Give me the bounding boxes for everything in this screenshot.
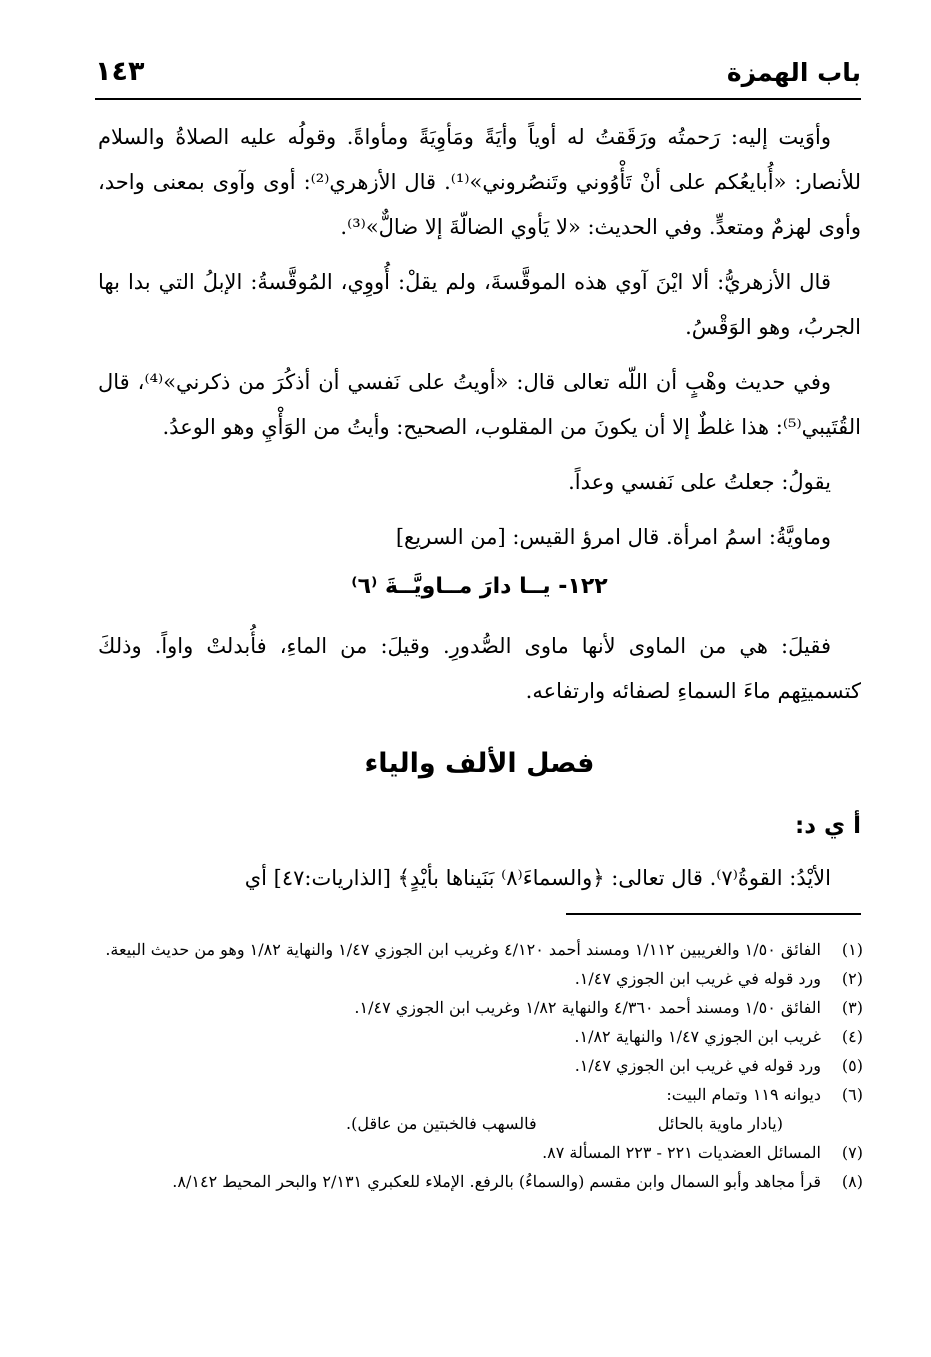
footnote-number: (٥): [841, 1056, 863, 1075]
paragraph: وماويَّةُ: اسمُ امرأة. قال امرؤ القيس: [من السريع]: [395, 525, 831, 549]
footnote-verse: [96, 1109, 863, 1138]
verse-first-hemistich: (يادار ماوية بالحائل: [657, 1114, 783, 1133]
footnote-text: المسائل العضديات ٢٢١ - ٢٢٣ المسألة ٨٧.: [542, 1143, 821, 1162]
paragraph: وفي حديث وهْبٍ أن اللّه تعالى قال: «أويتُ على نَفسي أن أذكُرَ من ذكرني»⁽⁴⁾، قال القُتَيبي⁽⁵⁾: هذا غلطٌ إلا أن يكونَ من المقلوب، الصحيح: وأيتُ من الوَأْيِ وهو الوعدُ.: [98, 370, 861, 439]
page-header: [95, 52, 861, 100]
footnote: [96, 993, 863, 1022]
footnote-number: (٧): [841, 1143, 863, 1162]
footnote-number: (٨): [841, 1172, 863, 1191]
footnote-text: قرأ مجاهد وأبو السمال وابن مقسم (والسماءُ) بالرفع. الإملاء للعكبري ٢/١٣١ والبحر المحيط ٨/١٤٢.: [172, 1172, 821, 1191]
chapter-title: باب الهمزة: [726, 58, 861, 87]
footnote: [96, 1080, 863, 1109]
footnote-text: ورد قوله في غريب ابن الجوزي ١/٤٧.: [574, 1056, 821, 1075]
paragraph: فقيلَ: هي من الماوى لأنها ماوى الصُّدورِ. وقيلَ: من الماءِ، فأُبدلتْ واواً. وذلكَ كتسميتِهم ماءَ السماءِ لصفائه وارتفاعه.: [98, 634, 861, 703]
footnote-text: ديوانه ١١٩ وتمام البيت:: [666, 1085, 821, 1104]
paragraph: يقولُ: جعلتُ على نَفسي وعداً.: [568, 470, 831, 494]
section-title: فصل الألف والياء: [364, 748, 595, 779]
footnote-number: (٣): [841, 998, 863, 1017]
footnote: [96, 1167, 863, 1196]
footnote: [96, 964, 863, 993]
footnote-separator: [566, 913, 861, 915]
footnote-number: (٤): [841, 1027, 863, 1046]
footnote-text: ورد قوله في غريب ابن الجوزي ١/٤٧.: [574, 969, 821, 988]
main-text: [98, 115, 861, 911]
poetry-verse: ١٢٢- يــا دارَ مــاويَّــةَ ⁽٦⁾: [351, 574, 608, 599]
footnote-number: (٢): [841, 969, 863, 988]
verse-second-hemistich: فالسهب فالخبتين من عاقل).: [346, 1114, 537, 1133]
paragraph: قال الأزهريُّ: ألا ايْنَ آوي هذه الموقَّسةَ، ولم يقلْ: أُووِي، المُوقَّسةُ: الإبلُ التي بدا بها الجربُ، وهو الوَقْسُ.: [98, 270, 861, 339]
paragraph: وأوَيت إليه: رَحمتُه ورَقَقتُ له أوياً وأيَةً ومَأوِيَةً ومأواةً. وقولُه عليه الصلاةُ والسلام للأنصار: «أُبايعُكم على أنْ تَأْوُوني وتَنصُروني»⁽¹⁾. قال الأزهري⁽²⁾: أوى وآوى بمعنى واحد، وأوى لهزمٌ ومتعدٍّ. وفي الحديث: «لا يَأوي الضالّةَ إلا ضالٌّ»⁽³⁾.: [98, 125, 861, 239]
footnote-text: غريب ابن الجوزي ١/٤٧ والنهاية ١/٨٢.: [574, 1027, 821, 1046]
footnote-number: (٦): [841, 1085, 863, 1104]
page-number: ١٤٣: [95, 56, 145, 87]
footnote-text: الفائق ١/٥٠ ومسند أحمد ٤/٣٦٠ والنهاية ١/٨٢ وغريب ابن الجوزي ١/٤٧.: [354, 998, 821, 1017]
footnote: [96, 1138, 863, 1167]
footnote: [96, 1051, 863, 1080]
footnote-text: الفائق ١/٥٠ والغريبين ١/١١٢ ومسند أحمد ٤/١٢٠ وغريب ابن الجوزي ١/٤٧ والنهاية ١/٨٢ وهو من حديث البيعة.: [105, 940, 821, 959]
footnote: [96, 1022, 863, 1051]
footnote: [96, 935, 863, 964]
footnotes: [96, 935, 863, 1196]
root-heading: أ ي د:: [795, 813, 861, 839]
paragraph: الأيْدُ: القوةُ⁽٧⁾. قال تعالى: ﴿والسماءَ⁽٨⁾ بَنَيناها بأيْدٍ﴾ [الذاريات:٤٧] أي: [244, 866, 831, 890]
footnote-number: (١): [841, 940, 863, 959]
